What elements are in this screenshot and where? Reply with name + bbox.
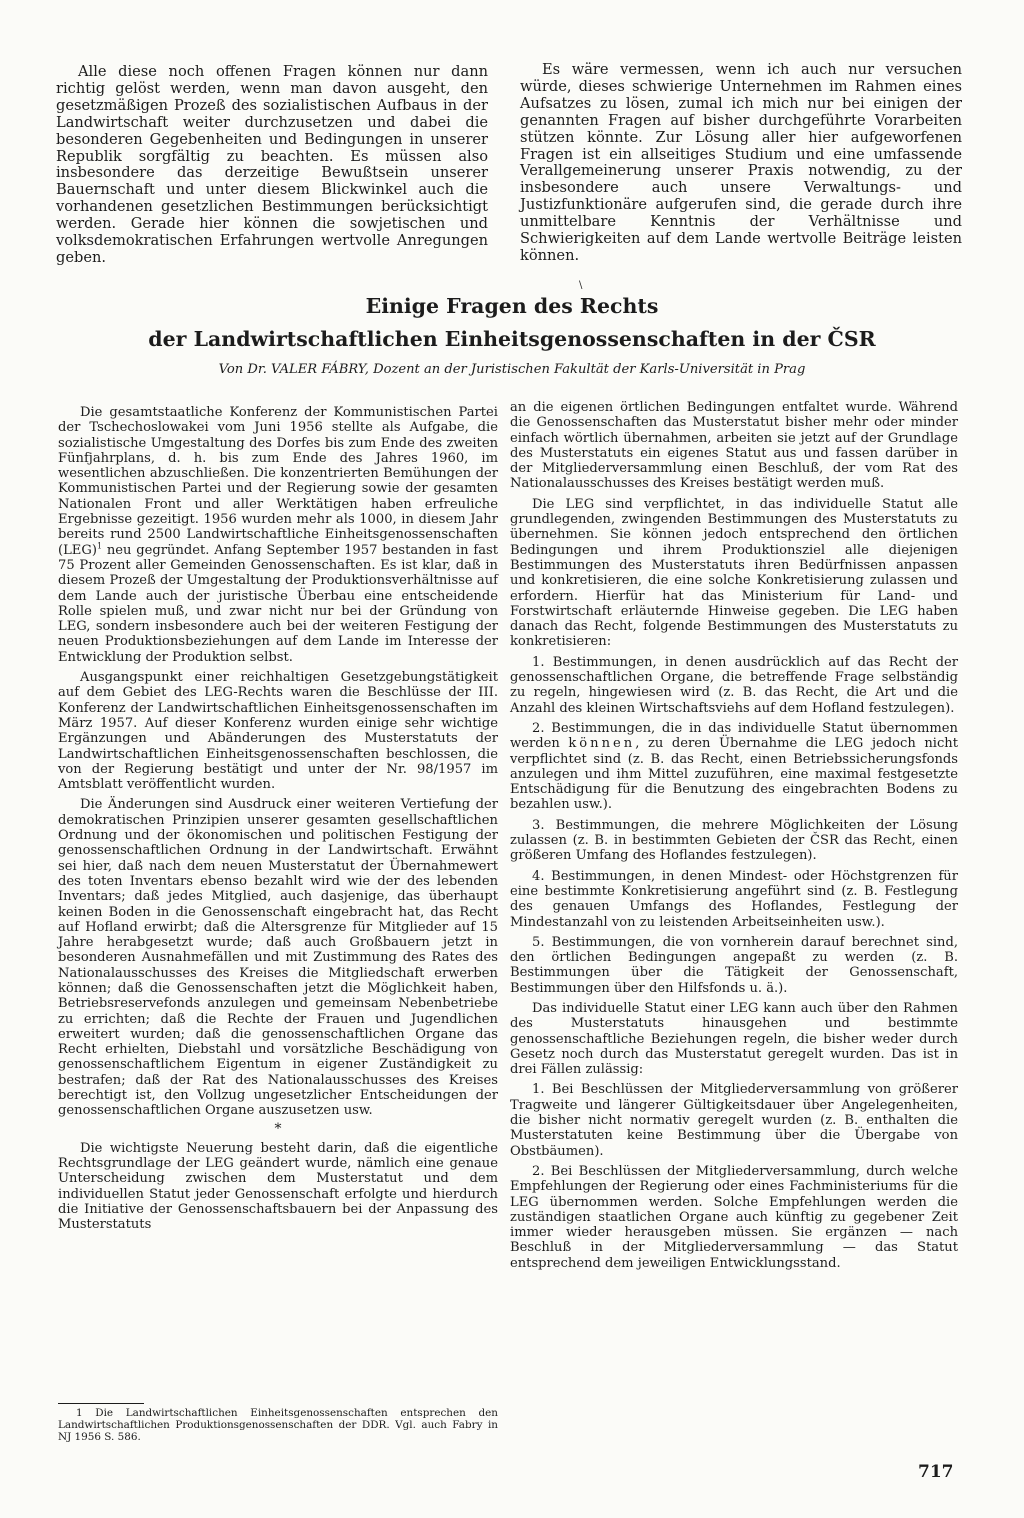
spaced-emphasis: können (568, 736, 636, 752)
main-right-column (510, 400, 958, 1271)
right-paragraph-2: Die LEG sind verpflichtet, in das individuelle Statut alle grundlegenden, zwingenden Bestimmungen des Musterstatuts zu übernehmen. Sie können jedoch entsprechend den örtlichen Bedingungen und ihrem Produktionsziel alle diejenigen Bestimmungen des Musterstatuts ihren Bedürfnissen anpassen und konkretisieren, die eine solche Konkretisierung zulassen und erfordern. Hierfür hat das Ministerium für Land- und Forstwirtschaft erläuternde Hinweise gegeben. Die LEG haben danach das Recht, folgende Bestimmungen des Musterstatuts zu konkretisieren: (510, 496, 958, 650)
footnote-text: 1 Die Landwirtschaftlichen Einheitsgenossenschaften entsprechen den Landwirtschaftlichen Produktionsgenossenschaften der DDR. Vgl. auch Fabry in NJ 1956 S. 586. (58, 1407, 498, 1444)
list-item-2: 2. Bestimmungen, die in das individuelle Statut übernommen werden können, zu deren Übernahme die LEG jedoch nicht verpflichtet sind (z. B. das Recht, einen Betriebssicherungsfonds anzulegen und ihm Mittel zuzuführen, eine maximal festgesetzte Entschädigung für die Benutzung des eingebrachten Bodens zu bezahlen usw.). (510, 720, 958, 813)
left-paragraph-2: Ausgangspunkt einer reichhaltigen Gesetzgebungstätigkeit auf dem Gebiet des LEG-Rechts waren die Beschlüsse der III. Konferenz der Landwirtschaftlichen Einheitsgenossenschaften im März 1957. Auf dieser Konferenz wurden einige sehr wichtige Ergänzungen und Abänderungen des Musterstatuts der Landwirtschaftlichen Einheitsgenossenschaften beschlossen, die von der Regierung bestätigt und unter der Nr. 98/1957 im Amtsblatt veröffentlicht wurden. (58, 670, 498, 793)
top-right-paragraph: Es wäre vermessen, wenn ich auch nur versuchen würde, dieses schwierige Unternehmen im Rahmen eines Aufsatzes zu lösen, zumal ich mich nur bei einigen der genannten Fragen auf bisher durchgeführte Vorarbeiten stützen könnte. Zur Lösung aller hier aufgeworfenen Fragen ist ein allseitiges Studium und eine umfassende Verallgemeinerung unserer Praxis notwendig, zu der insbesondere auch unsere Verwaltungs- und Justizfunktionäre aufgerufen sind, die gerade durch ihre unmittelbare Kenntnis der Verhältnisse und Schwierigkeiten auf dem Lande wertvolle Beiträge leisten können. (520, 61, 962, 264)
left-paragraph-4: Die wichtigste Neuerung besteht darin, daß die eigentliche Rechtsgrundlage der LEG geändert wurde, nämlich eine genaue Unterscheidung zwischen dem Musterstatut und dem individuellen Statut jeder Genossenschaft erfolgte und hierdurch die Initiative der Genossenschaftsbauern bei der Anpassung des Musterstatuts (58, 1140, 498, 1233)
case-item-1: 1. Bei Beschlüssen der Mitgliederversammlung von größerer Tragweite und längerer Gültigkeitsdauer über Angelegenheiten, die bisher nicht normativ geregelt wurden (z. B. enthalten die Musterstatuten keine Bestimmung über die Übergabe von Obstbäumen). (510, 1082, 958, 1159)
page-number: 717 (918, 1462, 954, 1482)
footnote-rule (58, 1403, 144, 1404)
article-title-line-1: Einige Fragen des Rechts (365, 294, 659, 318)
list-item-3: 3. Bestimmungen, die mehrere Möglichkeiten der Lösung zulassen (z. B. in bestimmten Gebieten der ČSR das Recht, einen größeren Umfang des Hoflandes festzulegen). (510, 817, 958, 864)
article-byline: Von Dr. VALER FÁBRY, Dozent an der Juristischen Fakultät der Karls-Universität in Prag (218, 362, 806, 377)
list-item-4: 4. Bestimmungen, in denen Mindest- oder Höchstgrenzen für eine bestimmte Konkretisierung angeführt sind (z. B. Festlegung des genauen Umfangs des Hoflandes, Festlegung der Mindestanzahl von zu leistenden Arbeitseinheiten usw.). (510, 868, 958, 930)
top-left-paragraph: Alle diese noch offenen Fragen können nur dann richtig gelöst werden, wenn man davon ausgeht, den gesetzmäßigen Prozeß des sozialistischen Aufbaus in der Landwirtschaft weiter durchzusetzen und dabei die besonderen Gegebenheiten und Bedingungen in unserer Republik sorgfältig zu beachten. Es müssen also insbesondere das derzeitige Bewußtsein unserer Bauernschaft und unter diesem Blickwinkel auch die vorhandenen gesetzlichen Bestimmungen berücksichtigt werden. Gerade hier können die sowjetischen und volksdemokratischen Erfahrungen wertvolle Anregungen geben. (56, 63, 488, 266)
top-right-column (520, 62, 962, 265)
main-left-column (58, 405, 498, 1232)
section-separator: * (274, 1120, 282, 1137)
footnote (58, 1407, 498, 1444)
right-paragraph-3: Das individuelle Statut einer LEG kann auch über den Rahmen des Musterstatuts hinausgehen und bestimmte genossenschaftliche Beziehungen regeln, die bisher weder durch Gesetz noch durch das Musterstatut geregelt wurden. Das ist in drei Fällen zulässig: (510, 1000, 958, 1078)
top-left-column (56, 64, 488, 267)
footnote-marker: 1 (96, 541, 103, 551)
case-item-2: 2. Bei Beschlüssen der Mitgliederversammlung, durch welche Empfehlungen der Regierung oder eines Fachministeriums für die LEG übernommen werden. Solche Empfehlungen werden die zuständigen staatlichen Organe auch künftig zu gegebener Zeit immer wieder herausgeben müssen. Sie ergänzen — nach Beschluß in der Mitgliederversammlung — das Statut entsprechend dem jeweiligen Entwicklungsstand. (510, 1163, 958, 1271)
list-item-5: 5. Bestimmungen, die von vornherein darauf berechnet sind, den örtlichen Bedingungen angepaßt zu werden (z. B. Bestimmungen über die Tätigkeit der Genossenschaft, Bestimmungen über den Hilfsfonds u. ä.). (510, 934, 958, 996)
stray-mark: \ (579, 280, 583, 291)
right-paragraph-1: an die eigenen örtlichen Bedingungen entfaltet wurde. Während die Genossenschaften das Musterstatut bisher mehr oder minder einfach wörtlich übernahmen, arbeiten sie jetzt auf der Grundlage des Musterstatuts ein eigenes Statut aus und fassen darüber in der Mitgliederversammlung einen Beschluß, der vom Rat des Nationalausschusses des Kreises bestätigt werden muß. (510, 400, 958, 492)
left-paragraph-1: Die gesamtstaatliche Konferenz der Kommunistischen Partei der Tschechoslowakei vom Juni 1956 stellte als Aufgabe, die sozialistische Umgestaltung des Dorfes bis zum Ende des zweiten Fünfjahrplans, d. h. bis zum Ende des Jahres 1960, im wesentlichen abzuschließen. Die konzentrierten Bemühungen der Kommunistischen Partei und der Regierung sowie der gesamten Nationalen Front und aller Werktätigen haben erfreuliche Ergebnisse gezeitigt. 1956 wurden mehr als 1000, in diesem Jahr bereits rund 2500 Landwirtschaftliche Einheitsgenossenschaften (LEG)$^1$ neu gegründet. Anfang September 1957 bestanden in fast 75 Prozent aller Gemeinden Genossenschaften. Es ist klar, daß in diesem Prozeß der Umgestaltung der Produktionsverhältnisse auf dem Lande auch der juristische Überbau eine entscheidende Rolle spielen muß, und zwar nicht nur bei der Gründung von LEG, sondern insbesondere auch bei der weiteren Festigung der neuen Produktionsbeziehungen auf dem Lande im Interesse der Entwicklung der Produktion selbst. (58, 405, 498, 665)
article-title-line-2: der Landwirtschaftlichen Einheitsgenossenschaften in der ČSR (148, 327, 876, 351)
left-paragraph-3: Die Änderungen sind Ausdruck einer weiteren Vertiefung der demokratischen Prinzipien unserer gesamten gesellschaftlichen Ordnung und der ökonomischen und politischen Festigung der genossenschaftlichen Ordnung in der Landwirtschaft. Erwähnt sei hier, daß nach dem neuen Musterstatut der Übernahmewert des toten Inventars ebenso bezahlt wird wie der des lebenden Inventars; daß jedes Mitglied, auch dasjenige, das überhaupt keinen Boden in die Genossenschaft eingebracht hat, das Recht auf Hofland erwirbt; daß die Altersgrenze für Mitglieder auf 15 Jahre herabgesetzt wurde; daß auch Großbauern jetzt in besonderen Ausnahmefällen und mit Zustimmung des Rates des Nationalausschusses des Kreises die Mitgliedschaft erwerben können; daß die Genossenschaften jetzt die Möglichkeit haben, Betriebsreservefonds anzulegen und gemeinsam Nebenbetriebe zu errichten; daß die Rechte der Frauen und Jugendlichen erweitert wurden; daß die genossenschaftlichen Organe das Recht erhielten, Diebstahl und vorsätzliche Beschädigung von genossenschaftlichem Eigentum in eigener Zuständigkeit zu bestrafen; daß der Rat des Nationalausschusses des Kreises berechtigt ist, den Vollzug ungesetzlicher Entscheidungen der genossenschaftlichen Organe auszusetzen usw. (58, 797, 498, 1119)
list-item-1: 1. Bestimmungen, in denen ausdrücklich auf das Recht der genossenschaftlichen Organe, die betreffende Frage selbständig zu regeln, hingewiesen wird (z. B. das Recht, die Art und die Anzahl des kleinen Wirtschaftsviehs auf dem Hofland festzulegen). (510, 654, 958, 716)
